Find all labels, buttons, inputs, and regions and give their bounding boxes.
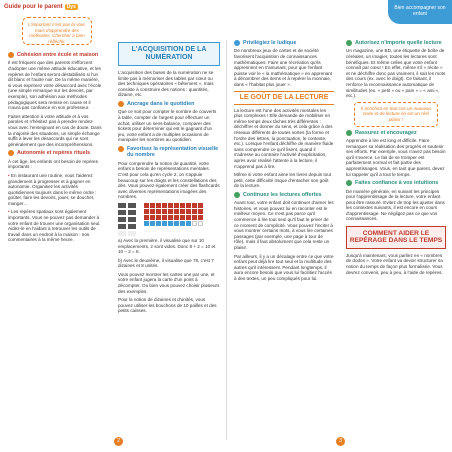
list-item: • Les repères spatiaux sont également importants. Vous ne pouvez pas demander à votre enfant de trouver une organisation seul. Aidez-le en l'aidant à retrouver les outils de travail dans un endroit à la maison : nos commentaires à la même heure.	[8, 209, 101, 243]
dizaine-figure	[144, 203, 203, 235]
paragraph: Pour la notion de dizaines et d'unités, vous pouvez utiliser les bouchons de 10 pailles et des petits caisses.	[118, 297, 217, 314]
bullet-icon	[8, 150, 14, 156]
bullet-icon	[118, 146, 124, 152]
page-number-left: 2	[114, 437, 123, 446]
bullet-icon	[234, 40, 240, 46]
bullet-icon	[234, 192, 240, 198]
paragraph: Par ailleurs, il y a un décalage entre ce que votre enfant peut déjà lire tout seul et la multitude des autres qu'il intéressent. Pendant longtemps, il aura encore besoin que vous lui facilitiez l'accès à des textes, un peu compliqués pour lui.	[234, 253, 334, 281]
section-tab: Bien accompagner son enfant	[388, 0, 452, 24]
paragraph: Faites attention à votre attitude et à vos paroles et n'hésitez pas à prendre rendez-vous avec l'enseignant en cas de doute. Dans la majorité des situations, un simple échange suffit à lever les désaccords qui ne sont généralement que des incompréhensions.	[8, 113, 102, 147]
paragraph: Que ce soit pour compter le nombre de couverts à table, compter de l'argent pour effectuer un achat, utiliser un sens-balance, comparer des tickets pour déterminer qui est le gagnant d'un jeu, votre enfant a de multiples occasions de manipuler les nombres au quotidien.	[118, 109, 217, 143]
paragraph: Même si votre enfant aime les livres depuis tout petit, cette difficulté risque d'entacher son goût de la lecture.	[234, 172, 332, 189]
bullet-icon	[118, 101, 124, 107]
number-figures	[118, 203, 220, 235]
section-heading: LE GOÛT DE LA LECTURE	[234, 91, 334, 105]
ten-frame-figure	[118, 203, 140, 235]
heading-autorisez: Autorisez n'importe quelle lecture	[355, 40, 442, 46]
figure-caption: a) Avec la première, il visualise que sur 10 emplacements, 2 sont vides. Donc 8 + 2 = 10 et 10 – 2 = 8.	[118, 237, 216, 255]
bullet-icon	[8, 52, 14, 58]
paragraph: De nombreux jeux de cartes et de société favorisent l'acquisition de connaissances mathématiques. Faire une récréation qu'ils apprennent en s'amusant, pour que l'enfant puisse voir le « la mathématique » en apprenant à dénombrer des items et à repérer la monnaie, dans « l'habitat plus jouer ».	[234, 48, 333, 87]
heading-rassurez: Rassurez et encouragez	[355, 129, 417, 136]
bullet-icon	[346, 40, 352, 46]
column-4	[346, 40, 446, 278]
tip-box: Il enrichira en tout cas un nouveau texte et de lecture en est un réel plaisir !	[354, 102, 438, 127]
guide-label: Guide pour le parent	[4, 4, 63, 10]
paragraph: Jusqu'à maintenant, vous parliez en « nombres de dodos ». Votre enfant va devoir structurer sa notion du temps de façon plus formalisée. Vous devrez convenir, peu à peu, à l'aide de repères.	[346, 252, 443, 275]
page-gutter	[226, 40, 227, 440]
column-1	[8, 52, 103, 246]
column-3	[234, 40, 334, 285]
heading-cohesion: Cohésion entre école et maison	[17, 52, 99, 58]
guide-badge: Dys	[66, 4, 76, 10]
paragraph: Un magazine, une BD, une étiquette de boîte de céréales, un imagier, toutes les lectures sont bénéfiques. Et même celles que votre enfant connaît par cœur ! En effet, même s'il « récite » et ne déchiffre donc pas vraiment, il sait les mots des cours (ex. avec le doigt). Ce faisant, il renforce la reconnaissance automatique de similitudes (ex. « petit » ou « pain » = « ami », etc.).	[346, 48, 446, 99]
heading-lectures-offertes: Continuez les lectures offertes	[243, 191, 322, 198]
page-number-right: 3	[336, 437, 345, 446]
paragraph: À cet âge, les enfants ont besoin de repères importants :	[8, 158, 98, 170]
figure-caption: b) Avec le deuxième, il visualise que 78, c'est 7 dizaines et 8 unités.	[118, 257, 214, 269]
bullet-icon	[346, 130, 352, 136]
column-2	[118, 42, 220, 317]
paragraph: Pour comprendre la notion de quantité, votre enfant a besoin de représentations mentales. C'est pour cela qu'en cycle 2, on s'appuie beaucoup sur les doigts et les constellations des dés. Vous pouvez également créer des flashcards avec diverses représentations imagées des nombres.	[118, 160, 220, 200]
paragraph: De manière générale, en suivant les principes pour l'apprentissage de la lecture, votre enfant peut être rassuré. Evitez de trop les ajuster dans les contextes suivants, il est encore en cours d'apprentissage. Ne négligez pas ce que vos connaissances.	[346, 188, 445, 222]
heading-ancrage: Ancrage dans le quotidien	[127, 100, 195, 107]
heading-autonomie: Autonomie et repères rituels	[17, 150, 91, 157]
section-banner: L'ACQUISITION DE LA NUMÉRATION	[118, 42, 220, 66]
guide-title	[4, 4, 78, 10]
paragraph: La lecture est l'une des activités mentales les plus complexes ! Elle demande de mobiliser en même temps deux tâches très différentes : déchiffrer et donner du sens, et cela grâce à des réseaux différents de toutes sortes (la forme et l'ordre des lettres, la ponctuation, le contexte, etc.). Lorsque l'enfant déchiffre de manière fluide sans comprendre ce qu'il lisent, quand il s'adresse au contraire l'activité d'explicitation, après avoir réalisé l'attente à la lecture, il n'apprend pas à lire.	[234, 107, 334, 169]
bullet-icon	[346, 180, 352, 186]
paragraph: Avant tout, votre enfant doit continuer d'aimer les histoires, et vous pouvez lui en raconter est le meilleur moyen. Ce n'est pas parce qu'il commence à lire tout seul qu'il faut le priver de ce moment de complicité. Vous pouvez l'inciter à vous montrer certains mots, à vous lire certaines passages (par exemple, une page à tour de rôle), mais il faut absolument que cela reste un plaisir.	[234, 200, 334, 251]
intro-bubble: L'important n'est pas la voie, mais d'apprendre des méthodes. Chercher à bien réfléchir.	[22, 17, 92, 45]
heading-representation: Favorisez la représentation visuelle du nombre	[127, 145, 219, 159]
paragraph: Il est fréquent que des parents s'efforcent d'adopter une même attitude éducative, et les repères de l'enfant seront déstabilisés si l'un dit blanc et l'autre noir. De la même manière, si vous exprimez votre désaccord avec l'école (une simple remarque sur les devoirs, par exemple), son adhésion aux méthodes pédagogiques sera remise en cause et il n'aura pas confiance en son professeur.	[8, 60, 102, 111]
section-banner-temps: COMMENT AIDER LE REPÉRAGE DANS LE TEMPS	[346, 226, 446, 249]
paragraph: L'acquisition des bases de la numération ne se limite pas à mémoriser des tables par cœur ou des techniques opératoires « bêtement », mais consiste à construire des notions : quantités, dizaine, etc.	[118, 70, 214, 98]
heading-ludique: Privilégiez le ludique	[243, 40, 297, 46]
list-item: • En instaurant une routine, vous l'aiderez grandement à progresser et à gagner en autonomie. Organisez les activités quotidiennes toujours dans le même ordre : goûter, faire les devoirs, jouer, se doucher, manger...	[8, 172, 97, 206]
heading-intuitions: Faites confiance à vos intuitions	[355, 180, 439, 187]
paragraph: Vous pouvez montrer les cartes une par une, et votre enfant jugera la carte d'un point à décompter. Ou bien vous pouvez choisir plusieurs des exemples.	[118, 271, 220, 294]
paragraph: Apprendre à lire est long et difficile. Faire remarquer sa réalisation des progrès et soutenir ses efforts. Par exemple, vous n'avez pas besoin qu'il s'exerce. Le fait de se tromper est parfaitement normal et fait partie des apprentissages. Vous, en tant que parent, devez lui rappeler qu'il a tout le temps.	[346, 137, 446, 177]
